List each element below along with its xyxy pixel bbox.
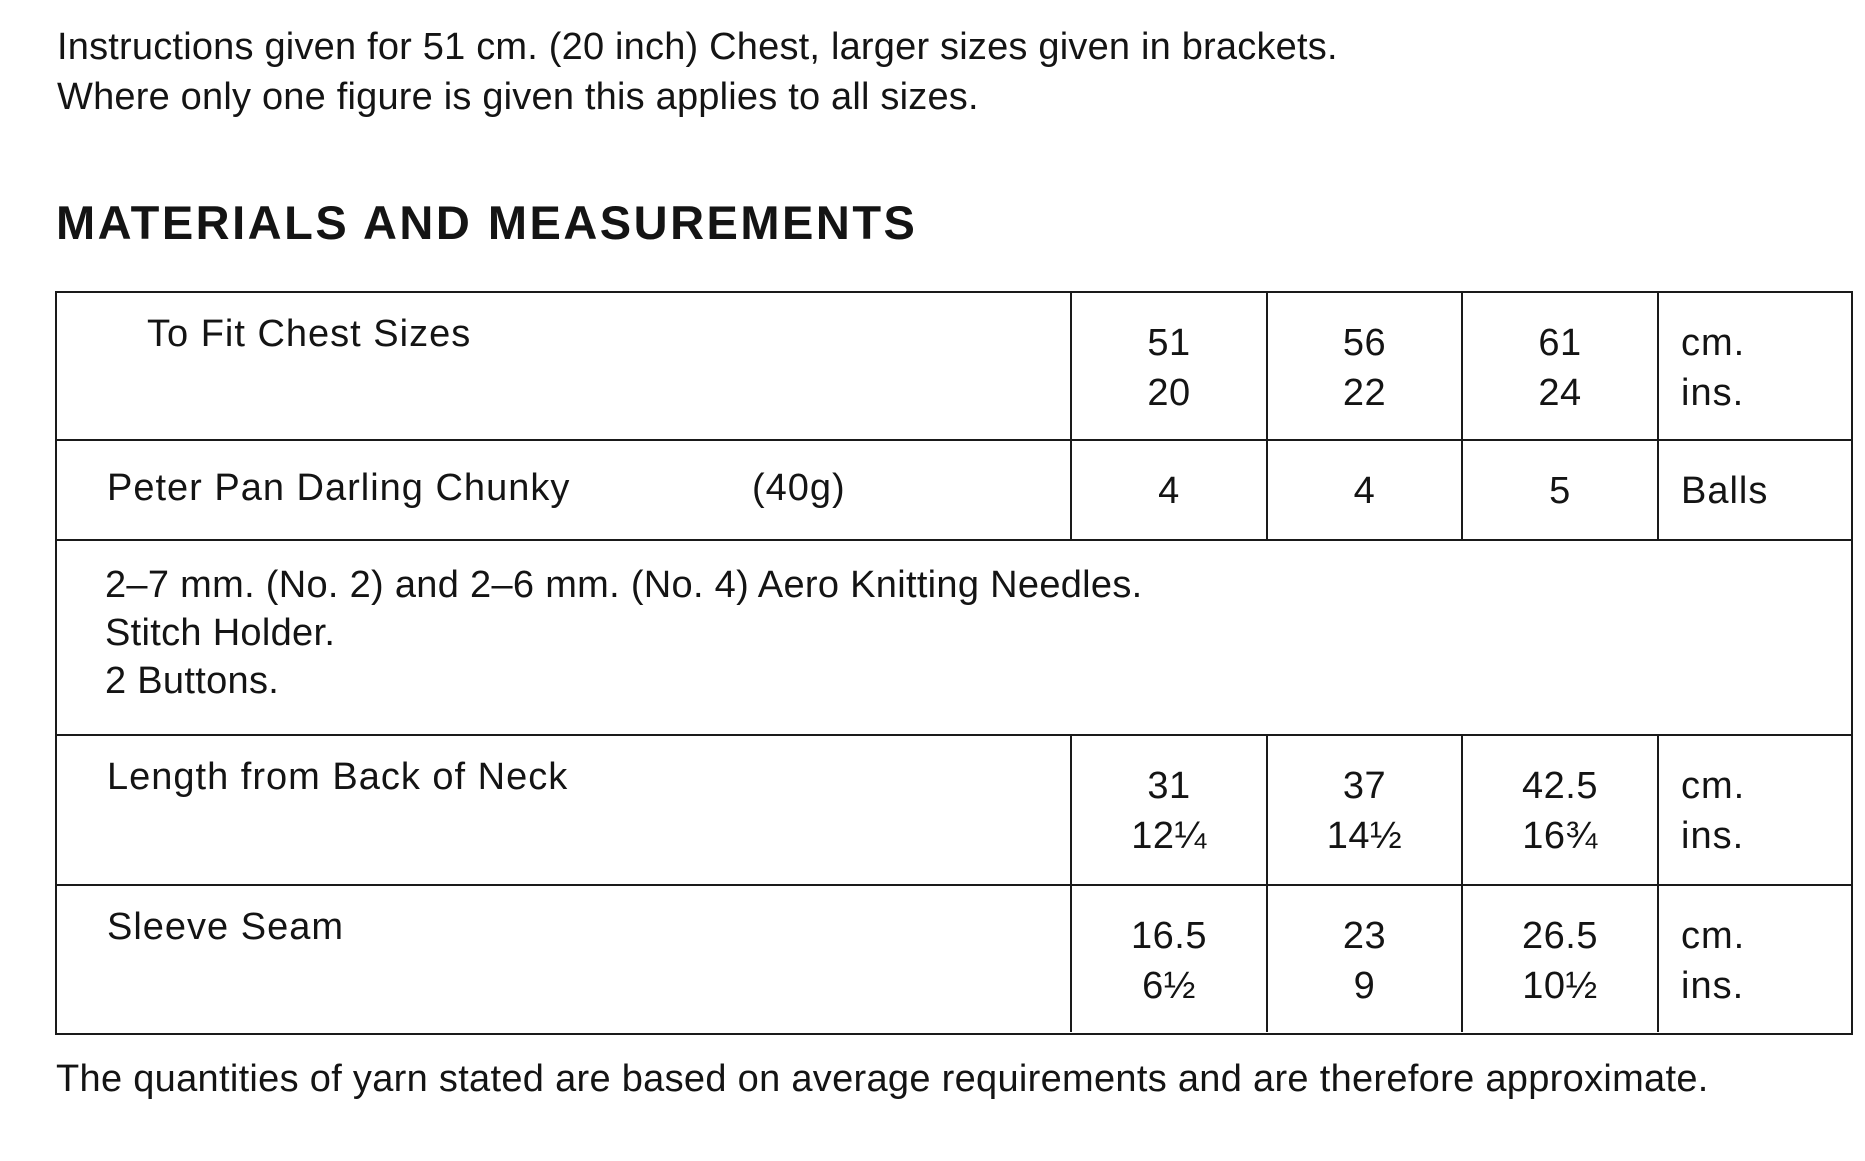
chest-size-3-cell (1463, 293, 1659, 439)
intro-line-2: Where only one figure is given this applies to all sizes. (57, 76, 979, 118)
sleeve-size-2-cell (1268, 886, 1463, 1032)
yarn-unit: Balls (1681, 470, 1769, 512)
chest-label-cell (57, 293, 1072, 439)
section-heading: MATERIALS AND MEASUREMENTS (56, 196, 918, 249)
chest-unit-ins: ins. (1681, 372, 1745, 414)
materials-table (55, 291, 1853, 1035)
length-unit-cell (1659, 736, 1851, 884)
chest-size-1-cell (1072, 293, 1268, 439)
length-size-3-cm: 42.5 (1522, 765, 1598, 807)
yarn-quantity-footnote: The quantities of yarn stated are based on average requirements and are therefore approximate. (56, 1058, 1709, 1100)
yarn-label-cell (57, 441, 1072, 539)
intro-line-1: Instructions given for 51 cm. (20 inch) Chest, larger sizes given in brackets. (57, 26, 1338, 68)
length-unit-cm: cm. (1681, 765, 1746, 807)
sleeve-size-3-cm: 26.5 (1522, 915, 1598, 957)
sleeve-label-cell (57, 886, 1072, 1032)
yarn-qty-2-cell (1268, 441, 1463, 539)
yarn-name: Peter Pan Darling Chunky (107, 467, 571, 509)
table-row-sleeve (57, 886, 1851, 1032)
sleeve-unit-ins: ins. (1681, 965, 1745, 1007)
chest-size-1-ins: 20 (1147, 372, 1191, 414)
table-row-length (57, 736, 1851, 886)
yarn-qty-3: 5 (1549, 470, 1571, 512)
length-unit-ins: ins. (1681, 815, 1745, 857)
sleeve-unit-cell (1659, 886, 1851, 1032)
chest-unit-cell (1659, 293, 1851, 439)
length-size-1-cell (1072, 736, 1268, 884)
length-size-2-ins: 14½ (1326, 815, 1403, 857)
chest-size-1-cm: 51 (1147, 322, 1191, 364)
chest-size-2-cm: 56 (1342, 322, 1387, 364)
length-size-1-cm: 31 (1147, 765, 1191, 807)
chest-size-2-cell (1268, 293, 1463, 439)
sleeve-label: Sleeve Seam (107, 906, 345, 948)
table-row-equipment (57, 541, 1851, 736)
yarn-weight: (40g) (752, 467, 846, 509)
sleeve-size-1-cell (1072, 886, 1268, 1032)
yarn-qty-2: 4 (1353, 470, 1376, 512)
equipment-needles: 2–7 mm. (No. 2) and 2–6 mm. (No. 4) Aero Knitting Needles. (105, 564, 1143, 606)
yarn-qty-1: 4 (1158, 470, 1180, 512)
length-size-2-cm: 37 (1342, 765, 1387, 807)
length-size-1-ins: 12¼ (1131, 815, 1207, 857)
length-label-cell (57, 736, 1072, 884)
table-row-yarn (57, 441, 1851, 541)
length-label: Length from Back of Neck (107, 756, 569, 798)
equipment-list (105, 561, 1143, 705)
table-row-chest-sizes (57, 293, 1851, 441)
yarn-qty-3-cell (1463, 441, 1659, 539)
sleeve-unit-cm: cm. (1681, 915, 1746, 957)
length-size-3-cell (1463, 736, 1659, 884)
yarn-unit-cell (1659, 441, 1851, 539)
chest-size-3-cm: 61 (1538, 322, 1582, 364)
chest-size-3-ins: 24 (1538, 372, 1582, 414)
sleeve-size-3-ins: 10½ (1522, 965, 1598, 1007)
chest-size-2-ins: 22 (1342, 372, 1387, 414)
chest-sizes-label: To Fit Chest Sizes (147, 313, 472, 355)
length-size-2-cell (1268, 736, 1463, 884)
length-size-3-ins: 16¾ (1522, 815, 1598, 857)
sleeve-size-1-cm: 16.5 (1131, 915, 1207, 957)
chest-unit-cm: cm. (1681, 322, 1746, 364)
equipment-stitch-holder: Stitch Holder. (105, 612, 336, 654)
sleeve-size-3-cell (1463, 886, 1659, 1032)
sleeve-size-2-ins: 9 (1353, 965, 1376, 1007)
sleeve-size-2-cm: 23 (1342, 915, 1387, 957)
yarn-qty-1-cell (1072, 441, 1268, 539)
equipment-buttons: 2 Buttons. (105, 660, 280, 702)
instructions-intro (57, 22, 1338, 122)
sleeve-size-1-ins: 6½ (1142, 965, 1196, 1007)
